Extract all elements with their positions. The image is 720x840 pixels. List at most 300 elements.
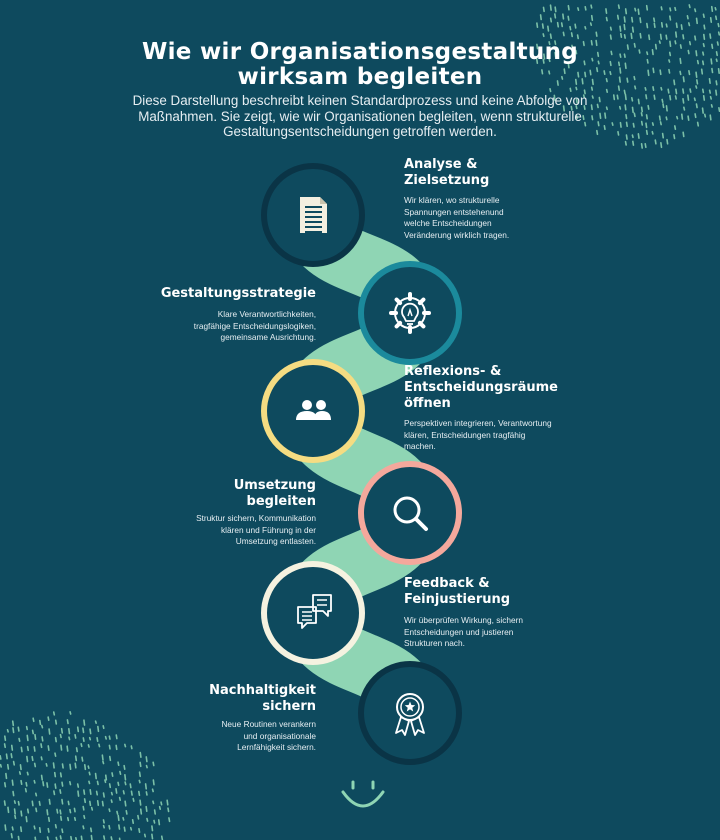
decorative-dot (652, 132, 653, 134)
page-title (0, 40, 720, 90)
decorative-dot (703, 108, 704, 113)
decorative-dot (647, 24, 648, 28)
decorative-dot (41, 757, 42, 760)
decorative-dot (103, 762, 104, 764)
title-line-2: wirksam begleiten (237, 64, 483, 90)
step-2-description (116, 309, 316, 344)
decorative-dot (12, 780, 13, 785)
decorative-dot (621, 34, 622, 38)
decorative-dot (662, 23, 663, 27)
decorative-dot (139, 829, 140, 832)
step-4-circle (361, 464, 459, 562)
decorative-dot (551, 34, 552, 38)
decorative-dot (67, 720, 68, 724)
decorative-dot (703, 14, 704, 17)
decorative-dot (633, 107, 634, 112)
decorative-dot (40, 828, 41, 832)
decorative-dot (34, 781, 35, 783)
decorative-dot (568, 6, 569, 10)
decorative-dot (83, 826, 84, 828)
decorative-dot (67, 746, 68, 751)
decorative-dot (74, 808, 75, 811)
step-5-description (404, 615, 604, 650)
decorative-dot (81, 836, 82, 840)
decorative-dot (70, 764, 71, 769)
decorative-dot (123, 818, 124, 820)
decorative-dot (666, 24, 667, 27)
decorative-dot (5, 801, 6, 805)
decorative-dot (60, 735, 61, 738)
decorative-dot (76, 756, 77, 760)
decorative-dot (655, 140, 656, 144)
decorative-dot (99, 744, 100, 746)
step-6-title (116, 683, 316, 715)
decorative-dot (592, 16, 593, 20)
decorative-dot (695, 9, 696, 11)
step-title-line: Feinjustierung (404, 592, 511, 607)
step-title-line: sichern (262, 699, 316, 714)
decorative-dot (683, 99, 684, 103)
decorative-dot (47, 810, 48, 815)
decorative-dot (716, 90, 717, 95)
step-2-title (116, 286, 316, 302)
step-desc-line: Struktur sichern, Kommunikation (196, 513, 316, 523)
decorative-dot (624, 25, 625, 30)
decorative-dot (35, 735, 36, 740)
decorative-dot (625, 95, 626, 100)
decorative-dot (543, 34, 544, 36)
decorative-dot (632, 18, 633, 22)
decorative-dot (146, 757, 147, 762)
step-desc-line: klären, Entscheidungen tragfähig (404, 429, 526, 440)
decorative-dot (635, 8, 636, 10)
decorative-dot (654, 95, 655, 99)
decorative-dot (676, 32, 677, 37)
decorative-dot (139, 780, 140, 782)
decorative-dot (611, 35, 612, 39)
decorative-dot (537, 23, 538, 27)
decorative-dot (82, 757, 83, 761)
decorative-dot (633, 27, 634, 32)
decorative-dot (585, 7, 586, 10)
decorative-dot (56, 825, 57, 828)
decorative-dot (90, 801, 91, 805)
subtitle-line: Maßnahmen. Sie zeigt, wie wir Organisationen begleiten, wenn strukturelle (138, 108, 582, 124)
decorative-dot (568, 16, 569, 20)
decorative-dot (56, 720, 57, 724)
decorative-dot (131, 791, 132, 795)
decorative-dot (697, 18, 698, 23)
decorative-dot (681, 25, 682, 29)
decorative-dot (89, 781, 90, 783)
decorative-dot (147, 819, 148, 822)
decorative-dot (55, 753, 56, 756)
decorative-dot (689, 23, 690, 26)
decorative-dot (555, 7, 556, 11)
decorative-dot (26, 783, 27, 786)
decorative-dot (548, 26, 549, 31)
decorative-dot (109, 736, 110, 739)
decorative-dot (110, 757, 111, 761)
decorative-dot (84, 816, 85, 819)
decorative-dot (558, 23, 559, 27)
decorative-dot (676, 96, 677, 99)
decorative-dot (12, 745, 13, 750)
step-title-line: begleiten (246, 494, 316, 509)
decorative-dot (617, 95, 618, 99)
decorative-dot (78, 791, 79, 796)
decorative-dot (116, 789, 117, 793)
decorative-dot (69, 737, 70, 739)
decorative-dot (106, 775, 107, 780)
decorative-dot (18, 727, 19, 731)
decorative-dot (8, 807, 9, 812)
decorative-dot (661, 34, 662, 39)
decorative-dot (153, 762, 154, 765)
decorative-dot (661, 143, 662, 147)
decorative-dot (91, 828, 92, 831)
decorative-dot (612, 123, 613, 125)
decorative-dot (89, 772, 90, 774)
decorative-dot (15, 816, 16, 819)
decorative-dot (551, 18, 552, 21)
decorative-dot (715, 8, 716, 10)
decorative-dot (62, 764, 63, 768)
decorative-dot (75, 735, 76, 738)
decorative-dot (75, 818, 76, 820)
decorative-dot (563, 14, 564, 19)
step-desc-line: machen. (404, 441, 436, 452)
decorative-dot (85, 765, 86, 770)
step-desc-line: Wir klären, wo strukturelle (404, 195, 500, 205)
decorative-dot (84, 720, 85, 725)
step-desc-line: klären und Führung in der (220, 524, 316, 535)
decorative-dot (688, 95, 689, 100)
decorative-dot (49, 800, 50, 804)
decorative-dot (69, 729, 70, 734)
decorative-dot (123, 791, 124, 794)
decorative-dot (13, 792, 14, 796)
decorative-dot (711, 18, 712, 22)
decorative-dot (21, 811, 22, 816)
decorative-dot (111, 800, 112, 802)
decorative-dot (675, 8, 676, 11)
step-title-line: Analyse & (404, 157, 478, 172)
decorative-dot (5, 736, 6, 740)
decorative-dot (614, 95, 615, 99)
decorative-dot (640, 34, 641, 38)
decorative-dot (21, 781, 22, 785)
decorative-dot (140, 762, 141, 766)
decorative-dot (625, 35, 626, 38)
decorative-dot (705, 114, 706, 116)
decorative-dot (102, 755, 103, 760)
decorative-dot (20, 772, 21, 774)
decorative-dot (661, 122, 662, 125)
decorative-dot (83, 728, 84, 732)
decorative-dot (88, 766, 89, 768)
decorative-dot (642, 122, 643, 125)
decorative-dot (53, 763, 54, 768)
decorative-dot (555, 14, 556, 18)
decorative-dot (27, 727, 28, 730)
decorative-dot (98, 727, 99, 732)
decorative-dot (670, 96, 671, 100)
step-title-line: öffnen (404, 396, 451, 411)
decorative-dot (97, 781, 98, 784)
decorative-dot (32, 801, 33, 805)
decorative-dot (627, 122, 628, 126)
decorative-dot (698, 122, 699, 125)
decorative-dot (712, 7, 713, 12)
decorative-dot (1, 765, 2, 767)
step-desc-line: Umsetzung entlasten. (235, 536, 316, 547)
decorative-dot (688, 116, 689, 120)
decorative-dot (12, 827, 13, 830)
decorative-dot (606, 9, 607, 13)
decorative-dot (124, 827, 125, 831)
step-desc-line: welche Entscheidungen (404, 218, 492, 229)
decorative-dot (591, 5, 592, 8)
decorative-dot (683, 35, 684, 39)
decorative-dot (104, 793, 105, 797)
decorative-dot (125, 775, 126, 780)
decorative-dot (162, 836, 163, 839)
step-title-line: Nachhaltigkeit (209, 683, 316, 698)
step-desc-line: Neue Routinen verankern (221, 719, 316, 729)
decorative-dot (109, 745, 110, 748)
decorative-dot (34, 826, 35, 829)
step-desc-line: Wir überprüfen Wirkung, sichern (404, 615, 523, 625)
decorative-dot (626, 9, 627, 14)
decorative-dot (649, 35, 650, 39)
decorative-dot (626, 142, 627, 145)
decorative-dot (133, 820, 134, 823)
step-desc-line: tragfähige Entscheidungslogiken, (193, 320, 316, 331)
decorative-dot (47, 783, 48, 787)
decorative-dot (14, 762, 15, 765)
decorative-dot (78, 727, 79, 731)
step-4-description (116, 513, 316, 548)
decorative-dot (575, 24, 576, 28)
decorative-dot (141, 809, 142, 814)
decorative-dot (19, 739, 20, 742)
decorative-dot (695, 114, 696, 117)
decorative-dot (606, 18, 607, 21)
decorative-dot (618, 15, 619, 19)
decorative-dot (40, 721, 41, 725)
decorative-dot (696, 104, 697, 108)
decorative-dot (97, 738, 98, 741)
decorative-dot (663, 104, 664, 107)
decorative-dot (662, 99, 663, 102)
decorative-dot (677, 117, 678, 119)
decorative-dot (611, 27, 612, 30)
decorative-dot (687, 16, 688, 19)
step-desc-line: Strukturen nach. (404, 638, 465, 649)
decorative-dot (91, 836, 92, 840)
decorative-dot (70, 810, 71, 813)
decorative-dot (585, 27, 586, 29)
decorative-dot (88, 745, 89, 747)
decorative-dot (21, 827, 22, 831)
decorative-dot (675, 126, 676, 129)
decorative-dot (90, 729, 91, 733)
decorative-dot (578, 8, 579, 10)
decorative-dot (20, 765, 21, 770)
decorative-dot (138, 816, 139, 819)
decorative-dot (15, 801, 16, 803)
step-title-line: Feedback & (404, 576, 490, 591)
decorative-dot (118, 816, 119, 821)
decorative-dot (145, 834, 146, 836)
decorative-dot (11, 754, 12, 758)
decorative-dot (48, 829, 49, 832)
page-subtitle (110, 93, 610, 140)
subtitle-line: Diese Darstellung beschreibt keinen Standardprozess und keine Abfolge von (132, 93, 588, 108)
decorative-dot (39, 802, 40, 806)
decorative-dot (153, 780, 154, 785)
decorative-dot (7, 754, 8, 758)
decorative-dot (111, 837, 112, 840)
decorative-dot (710, 34, 711, 38)
decorative-dot (683, 132, 684, 136)
decorative-dot (146, 792, 147, 795)
decorative-dot (35, 763, 36, 766)
step-desc-line: Perspektiven integrieren, Verantwortung (404, 418, 552, 428)
decorative-dot (119, 825, 120, 829)
decorative-dot (631, 34, 632, 39)
decorative-dot (60, 790, 61, 793)
decorative-dot (54, 791, 55, 794)
decorative-dot (646, 123, 647, 127)
decorative-dot (56, 738, 57, 742)
decorative-dot (155, 810, 156, 814)
decorative-dot (78, 784, 79, 787)
decorative-dot (676, 23, 677, 27)
decorative-dot (124, 766, 125, 770)
decorative-dot (133, 799, 134, 802)
decorative-dot (704, 25, 705, 29)
decorative-dot (112, 793, 113, 795)
decorative-dot (619, 5, 620, 8)
decorative-dot (15, 809, 16, 814)
decorative-dot (13, 721, 14, 725)
step-desc-line: Spannungen entstehenund (404, 206, 504, 217)
step-desc-line: und organisationale (243, 730, 316, 741)
decorative-dot (711, 97, 712, 99)
decorative-dot (32, 757, 33, 761)
decorative-dot (710, 90, 711, 93)
decorative-dot (5, 825, 6, 830)
decorative-dot (96, 721, 97, 723)
decorative-dot (60, 836, 61, 839)
decorative-dot (147, 766, 148, 768)
decorative-dot (140, 800, 141, 805)
decorative-dot (5, 783, 6, 787)
decorative-dot (160, 807, 161, 810)
decorative-dot (42, 737, 43, 741)
decorative-dot (85, 799, 86, 802)
decorative-dot (109, 809, 110, 811)
decorative-dot (43, 782, 44, 786)
decorative-dot (83, 807, 84, 810)
subtitle-line: Gestaltungsentscheidungen getroffen werden. (223, 124, 497, 139)
decorative-dot (70, 782, 71, 785)
decorative-dot (712, 105, 713, 107)
decorative-dot (46, 764, 47, 766)
decorative-dot (62, 829, 63, 832)
decorative-dot (647, 131, 648, 135)
decorative-dot (647, 6, 648, 10)
decorative-dot (28, 809, 29, 813)
decorative-dot (646, 95, 647, 99)
decorative-dot (618, 132, 619, 135)
decorative-dot (667, 140, 668, 144)
decorative-dot (620, 107, 621, 109)
decorative-dot (5, 744, 6, 747)
decorative-dot (154, 820, 155, 822)
decorative-dot (28, 747, 29, 751)
decorative-dot (633, 124, 634, 127)
step-3-description (404, 418, 604, 453)
decorative-dot (120, 798, 121, 801)
decorative-dot (60, 810, 61, 814)
decorative-dot (719, 108, 720, 111)
decorative-dot (109, 826, 110, 829)
decorative-dot (21, 747, 22, 751)
decorative-dot (84, 790, 85, 794)
decorative-dot (718, 24, 719, 27)
decorative-dot (26, 817, 27, 822)
decorative-dot (62, 800, 63, 804)
decorative-dot (8, 765, 9, 769)
decorative-dot (572, 33, 573, 37)
decorative-dot (543, 24, 544, 28)
decorative-dot (68, 818, 69, 821)
decorative-dot (103, 726, 104, 728)
step-1-description (404, 195, 584, 241)
decorative-dot (112, 773, 113, 776)
decorative-dot (36, 808, 37, 811)
title-line-1: Wie wir Organisationsgestaltung (141, 39, 579, 65)
decorative-dot (640, 18, 641, 23)
decorative-dot (624, 17, 625, 22)
decorative-dot (11, 834, 12, 838)
decorative-dot (716, 16, 717, 19)
decorative-dot (653, 123, 654, 125)
decorative-dot (642, 107, 643, 111)
decorative-dot (98, 801, 99, 805)
decorative-dot (169, 818, 170, 821)
decorative-dot (642, 144, 643, 148)
step-1-title (404, 157, 604, 189)
step-5-circle (264, 564, 362, 662)
decorative-dot (27, 757, 28, 762)
decorative-dot (70, 712, 71, 714)
decorative-dot (638, 99, 639, 103)
decorative-dot (26, 789, 27, 792)
decorative-dot (105, 780, 106, 782)
decorative-dot (152, 826, 153, 831)
decorative-dot (146, 807, 147, 812)
decorative-dot (666, 117, 667, 119)
decorative-dot (704, 35, 705, 40)
decorative-dot (18, 837, 19, 840)
decorative-dot (563, 32, 564, 35)
decorative-dot (118, 762, 119, 765)
decorative-dot (27, 735, 28, 740)
